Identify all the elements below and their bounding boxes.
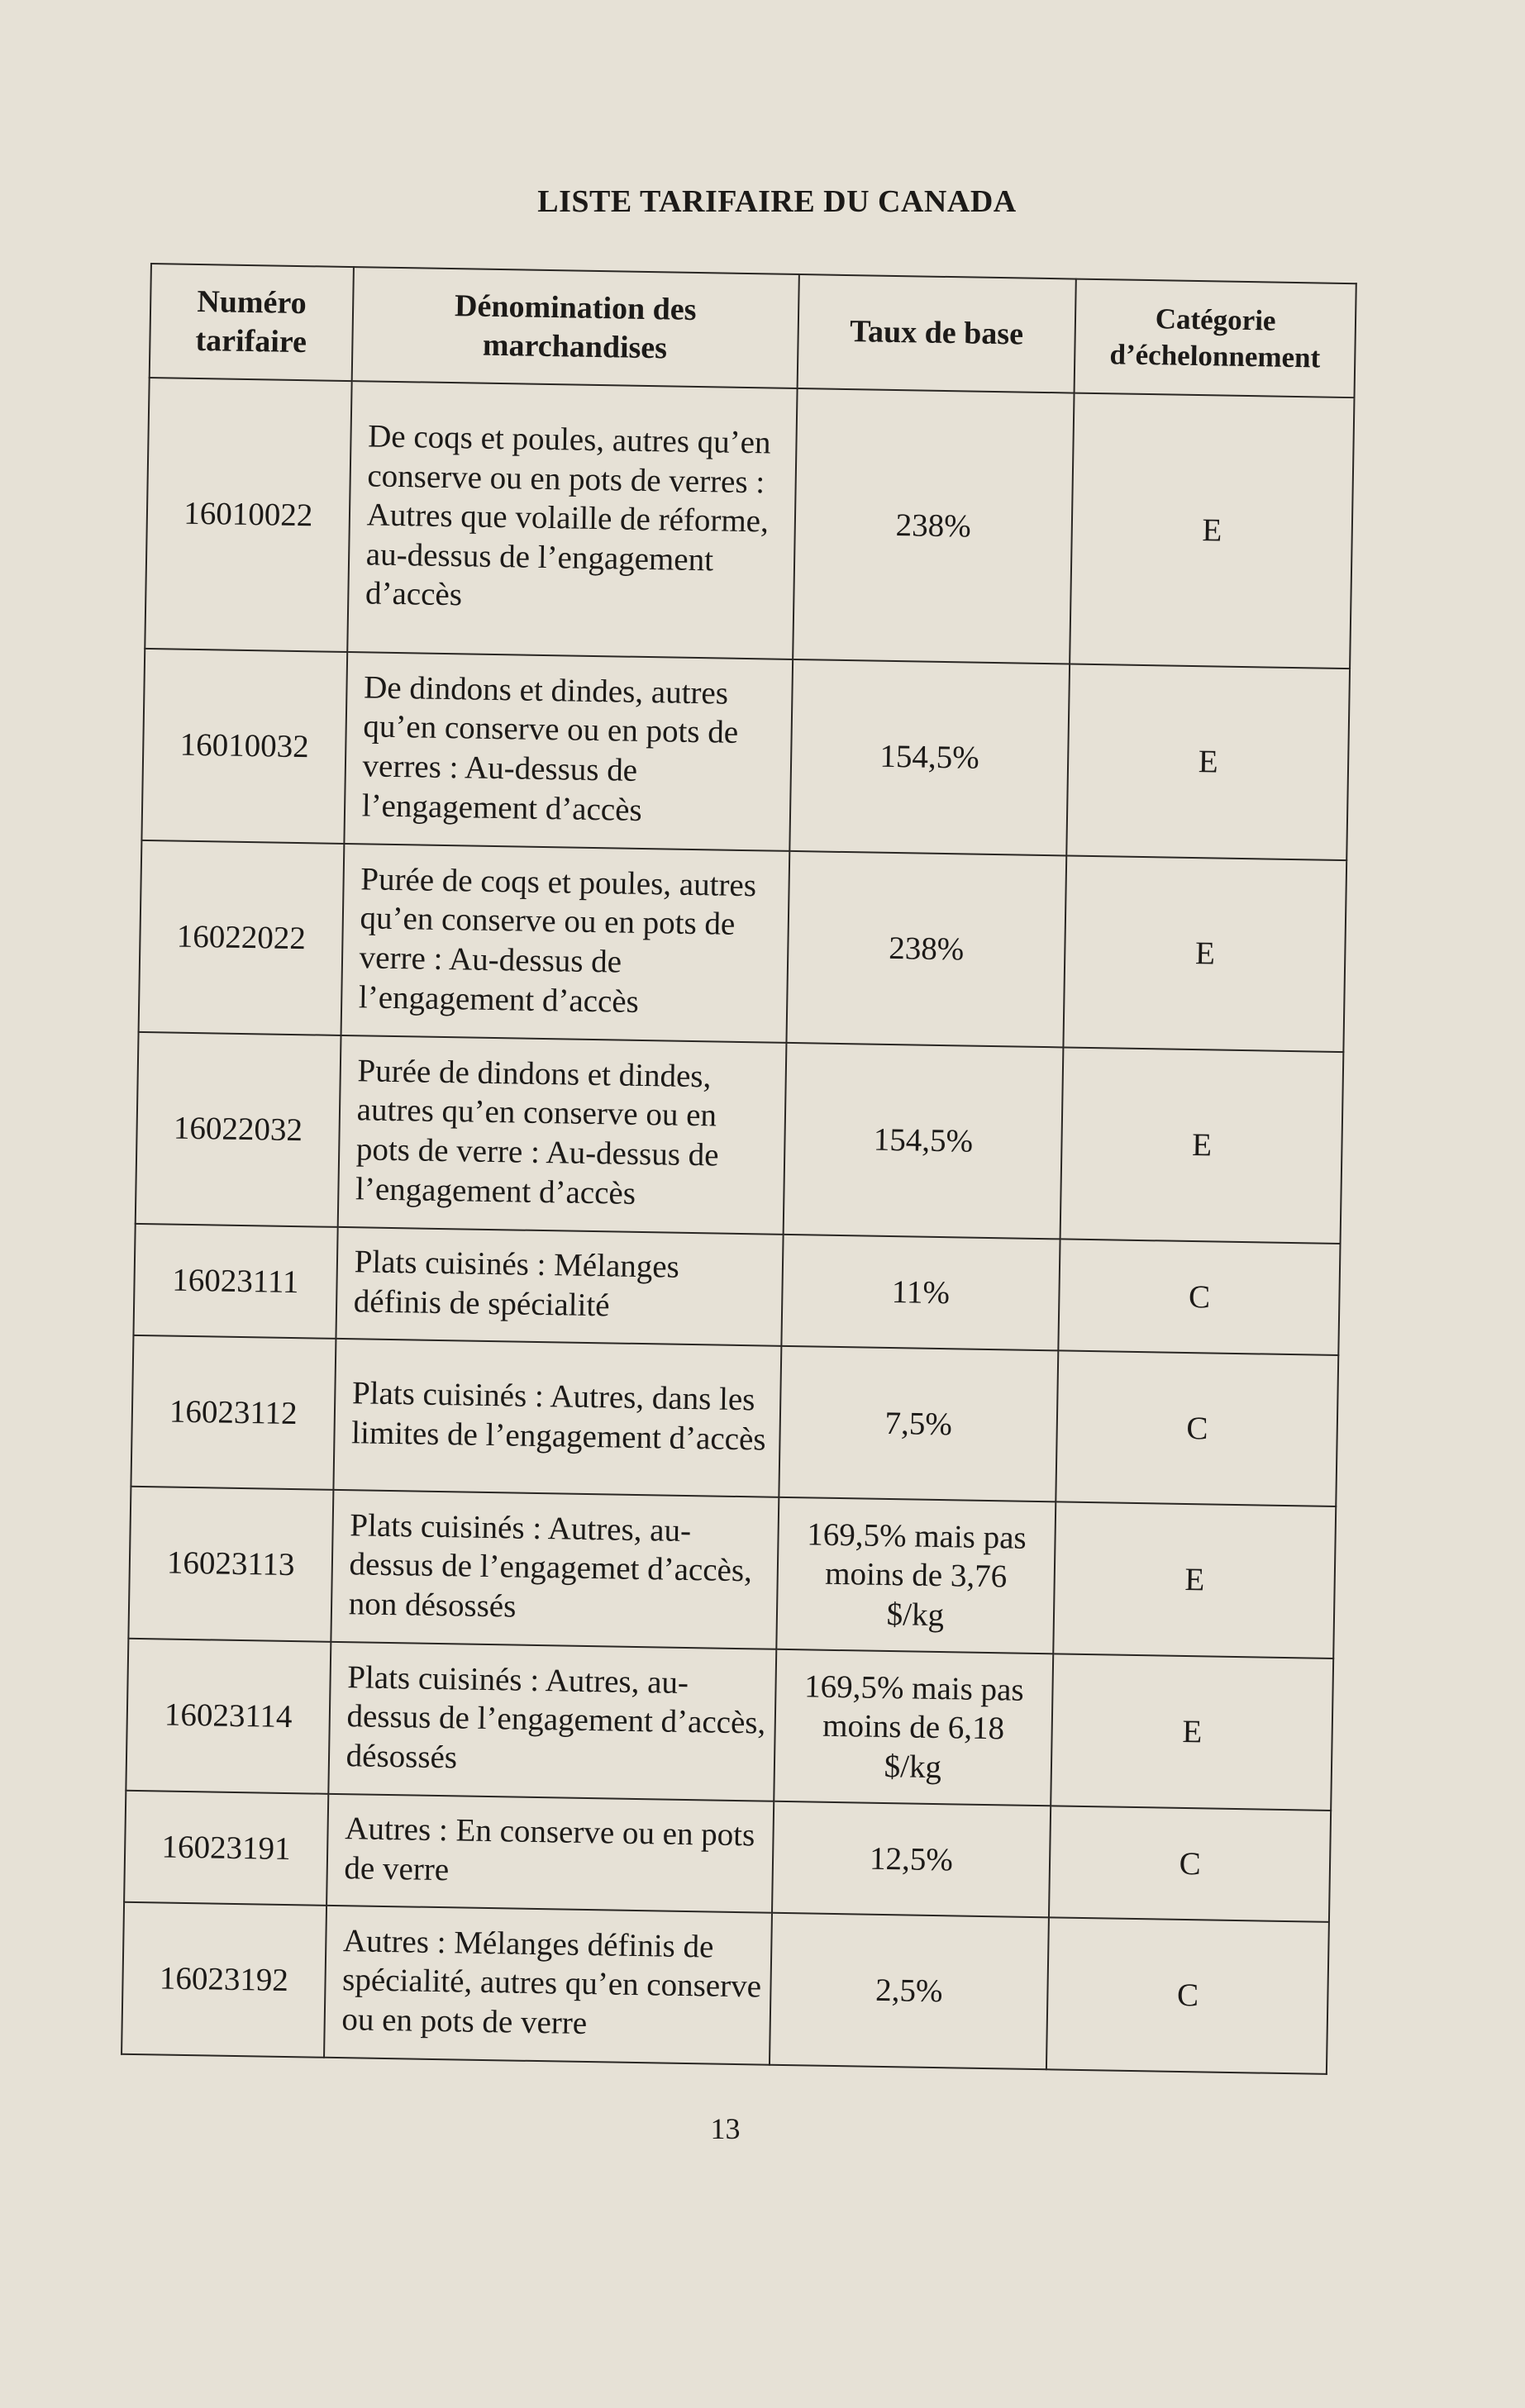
description-cell: Autres : Mélanges définis de spécialité, autres qu’en conserve ou en pots de verre	[324, 1906, 772, 2065]
description-cell: Plats cuisinés : Mélanges définis de spécialité	[336, 1227, 783, 1346]
tariff-number-cell: 16023191	[124, 1791, 328, 1906]
table-row	[139, 840, 1347, 1052]
tariff-number-cell: 16023192	[122, 1902, 326, 2058]
tariff-number-cell: 16023114	[126, 1639, 331, 1794]
category-cell: E	[1051, 1654, 1333, 1811]
table-row	[133, 1224, 1340, 1355]
category-cell: C	[1059, 1239, 1341, 1355]
category-cell: E	[1060, 1047, 1344, 1244]
table-row	[128, 1487, 1336, 1658]
header-goods-description: Dénomination des marchandises	[351, 267, 798, 388]
description-cell: Plats cuisinés : Autres, dans les limites de l’engagement d’accès	[333, 1339, 781, 1497]
table-row	[126, 1639, 1333, 1811]
header-base-rate: Taux de base	[797, 274, 1076, 393]
tariff-number-cell: 16022022	[139, 840, 344, 1035]
table-row	[122, 1902, 1329, 2074]
header-staging-category: Catégorie d’échelonnement	[1075, 279, 1356, 398]
description-cell: De dindons et dindes, autres qu’en conserve ou en pots de verres : Au-dessus de l’engagement d’accès	[344, 652, 793, 851]
table-row	[124, 1791, 1331, 1922]
base-rate-cell: 238%	[786, 851, 1066, 1048]
page-title: LISTE TARIFAIRE DU CANADA	[537, 184, 1017, 219]
category-cell: C	[1046, 1917, 1329, 2074]
tariff-number-cell: 16023113	[128, 1487, 333, 1642]
description-cell: Autres : En conserve ou en pots de verre	[326, 1794, 774, 1913]
base-rate-cell: 169,5% mais pas moins de 6,18 $/kg	[774, 1649, 1054, 1806]
base-rate-cell: 2,5%	[770, 1913, 1050, 2070]
base-rate-cell: 154,5%	[789, 659, 1070, 856]
table-row	[141, 649, 1350, 860]
tariff-number-cell: 16023111	[133, 1224, 337, 1339]
table-row	[145, 378, 1354, 669]
tariff-table	[121, 263, 1357, 2075]
description-cell: Plats cuisinés : Autres, au-dessus de l’engagemet d’accès, non désossés	[331, 1490, 779, 1649]
description-cell: Purée de dindons et dindes, autres qu’en conserve ou en pots de verre : Au-dessus de l’engagement d’accès	[337, 1035, 786, 1235]
category-cell: C	[1056, 1350, 1339, 1506]
category-cell: E	[1070, 393, 1354, 669]
base-rate-cell: 7,5%	[779, 1346, 1059, 1502]
category-cell: E	[1053, 1501, 1336, 1658]
table-row	[131, 1335, 1338, 1506]
category-cell: E	[1067, 664, 1351, 861]
base-rate-cell: 11%	[781, 1235, 1060, 1351]
table-row	[136, 1032, 1344, 1244]
tariff-number-cell: 16010032	[141, 649, 346, 844]
tariff-number-cell: 16010022	[145, 378, 351, 652]
category-cell: C	[1049, 1806, 1331, 1922]
description-cell: Purée de coqs et poules, autres qu’en conserve ou en pots de verre : Au-dessus de l’engagement d’accès	[341, 844, 789, 1043]
base-rate-cell: 154,5%	[783, 1043, 1063, 1240]
page-number: 13	[710, 2112, 741, 2145]
base-rate-cell: 12,5%	[772, 1801, 1051, 1918]
description-cell: De coqs et poules, autres qu’en conserve ou en pots de verres : Autres que volaille de réforme, au-dessus de l’engagement d’accès	[347, 381, 797, 659]
base-rate-cell: 238%	[793, 388, 1075, 664]
header-tariff-number: Numéro tarifaire	[150, 264, 354, 381]
table-header-row	[150, 264, 1356, 397]
tariff-number-cell: 16023112	[131, 1335, 336, 1490]
description-cell: Plats cuisinés : Autres, au-dessus de l’engagement d’accès, désossés	[328, 1642, 776, 1801]
tariff-number-cell: 16022032	[136, 1032, 341, 1227]
base-rate-cell: 169,5% mais pas moins de 3,76 $/kg	[776, 1497, 1056, 1654]
category-cell: E	[1064, 855, 1347, 1052]
